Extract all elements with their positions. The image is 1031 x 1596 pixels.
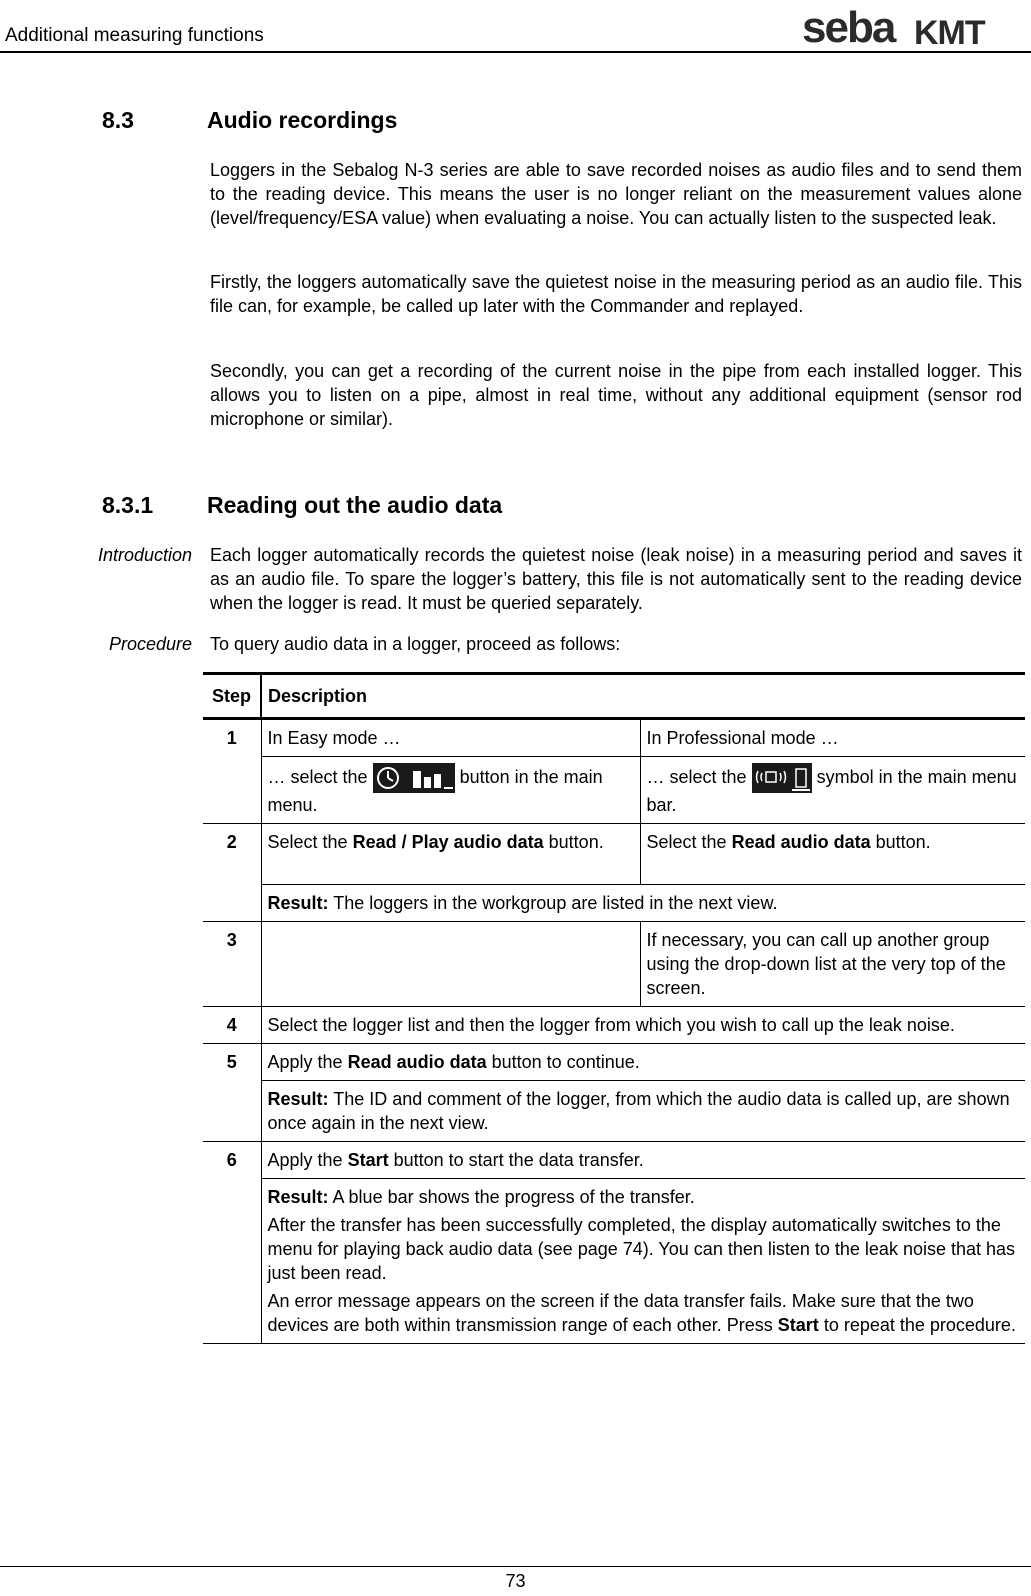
introduction-text: Each logger automatically records the quietest noise (leak noise) in a measuring period and saves it as an audio file. To spare the logger’s battery, this file is not automatically sent to the reading device when the logger is read. It must be queried separately. xyxy=(210,545,1022,613)
table-row xyxy=(203,885,1025,922)
step6-para2: After the transfer has been successfully completed, the display automatically switches to the menu for playing back audio data (see page 74). You can then listen to the leak noise that has just been read. xyxy=(267,1215,1016,1283)
step2-pro-cell xyxy=(640,824,1025,885)
table-row xyxy=(203,1044,1025,1081)
table-row xyxy=(203,1081,1025,1142)
step2-result-label: Result: xyxy=(267,893,329,913)
step6-result xyxy=(261,1179,1025,1344)
page-number: 73 xyxy=(505,1571,526,1591)
step2-easy-post: button. xyxy=(548,832,604,852)
step-number: 6 xyxy=(203,1142,261,1344)
section-paragraph-2: Firstly, the loggers automatically save the quietest noise in the measuring period as an audio file. This file can, for example, be called up later with the Commander and replayed. xyxy=(210,272,1022,316)
svg-text:KMT: KMT xyxy=(914,14,985,48)
procedure-label: Procedure xyxy=(108,634,192,654)
table-row xyxy=(203,757,1025,824)
step6-result-text: A blue bar shows the progress of the transfer. xyxy=(332,1187,695,1207)
step6-post: button to start the data transfer. xyxy=(393,1150,644,1170)
step-number: 5 xyxy=(203,1044,261,1142)
clock-bars-icon xyxy=(373,763,455,793)
subsection-number: 8.3.1 xyxy=(102,492,154,518)
header-rule xyxy=(0,51,1031,53)
step2-easy-bold: Read / Play audio data xyxy=(352,832,544,852)
step5-text xyxy=(261,1044,1025,1081)
step-number: 2 xyxy=(203,824,261,922)
step6-bold: Start xyxy=(347,1150,389,1170)
step5-result xyxy=(261,1081,1025,1142)
step2-pro-pre: Select the xyxy=(646,832,727,852)
step6-pre: Apply the xyxy=(267,1150,343,1170)
step5-pre: Apply the xyxy=(267,1052,343,1072)
step1-easy-pre: … select the xyxy=(267,766,368,787)
step6-para3-post: to repeat the procedure. xyxy=(823,1315,1016,1335)
table-row xyxy=(203,719,1025,757)
step2-easy-cell xyxy=(261,824,640,885)
step1-pro-post: symbol in the main menu bar. xyxy=(646,766,1017,815)
step2-result-text: The loggers in the workgroup are listed in the next view. xyxy=(333,893,778,913)
step1-pro-cell xyxy=(640,757,1025,824)
section-number: 8.3 xyxy=(102,107,134,133)
step-number: 4 xyxy=(203,1007,261,1044)
step6-result-line xyxy=(268,1185,1020,1209)
step1-easy-cell xyxy=(261,757,640,824)
step3-pro-cell: If necessary, you can call up another group using the drop-down list at the very top of the screen. xyxy=(640,922,1025,1007)
table-row xyxy=(203,824,1025,885)
step6-text xyxy=(261,1142,1025,1179)
section-title: Audio recordings xyxy=(207,107,398,133)
step5-bold: Read audio data xyxy=(347,1052,487,1072)
section-paragraph-3: Secondly, you can get a recording of the current noise in the pipe from each installed logger. This allows you to listen on a pipe, almost in real time, without any additional equipment (sensor rod microphone or similar). xyxy=(210,361,1022,429)
footer-rule xyxy=(0,1566,1031,1567)
step1-easy-post: button in the main menu. xyxy=(267,766,603,815)
table-row xyxy=(203,922,1025,1007)
step2-result xyxy=(261,885,1025,922)
step1-pro-pre: … select the xyxy=(646,766,747,787)
svg-text:seba: seba xyxy=(802,8,895,48)
steps-table xyxy=(203,672,1025,1344)
step2-pro-post: button. xyxy=(875,832,931,852)
step6-para3-bold: Start xyxy=(777,1315,819,1335)
table-row xyxy=(203,1007,1025,1044)
table-header-step: Step xyxy=(203,674,261,719)
step2-pro-bold: Read audio data xyxy=(731,832,871,852)
step-number: 3 xyxy=(203,922,261,1007)
step5-result-label: Result: xyxy=(267,1089,329,1109)
section-paragraph-1: Loggers in the Sebalog N-3 series are able to save recorded noises as audio files and to send them to the reading device. This means the user is no longer reliant on the measurement values alone (level/frequency/ESA value) when evaluating a noise. You can actually listen to the suspected leak. xyxy=(210,160,1022,228)
step5-post: button to continue. xyxy=(491,1052,640,1072)
step3-easy-cell xyxy=(261,922,640,1007)
step-number: 1 xyxy=(203,719,261,824)
radio-device-icon xyxy=(752,763,812,793)
step1-pro-label: In Professional mode … xyxy=(640,719,1025,757)
step6-result-label: Result: xyxy=(267,1187,329,1207)
subsection-title: Reading out the audio data xyxy=(207,492,503,518)
step6-para3-pre: An error message appears on the screen if the data transfer fails. Make sure that the two devices are both within transmission range of each other. Press xyxy=(267,1291,974,1335)
introduction-label: Introduction xyxy=(97,545,192,565)
step4-text: Select the logger list and then the logger from which you wish to call up the leak noise. xyxy=(261,1007,1025,1044)
step2-easy-pre: Select the xyxy=(267,832,348,852)
table-row xyxy=(203,1142,1025,1179)
procedure-text: To query audio data in a logger, proceed as follows: xyxy=(210,634,621,654)
sebakmt-logo xyxy=(802,8,1024,48)
header-title: Additional measuring functions xyxy=(5,25,264,46)
table-header-description: Description xyxy=(261,674,1025,719)
step1-easy-label: In Easy mode … xyxy=(261,719,640,757)
step6-para3 xyxy=(268,1289,1020,1337)
table-row xyxy=(203,1179,1025,1344)
step5-result-text: The ID and comment of the logger, from which the audio data is called up, are shown once again in the next view. xyxy=(267,1089,1010,1133)
